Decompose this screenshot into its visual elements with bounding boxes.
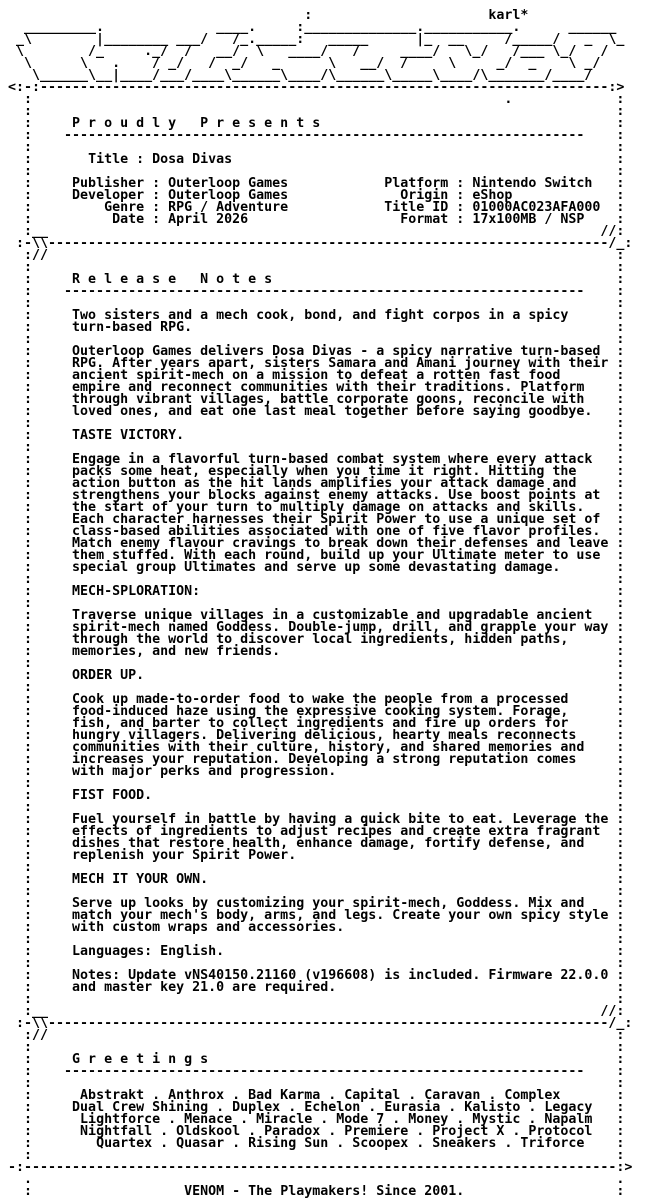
release-meta-line: Date : April 2026 Format : 17x100MB / NSP [72,212,585,227]
release-notes-line: ORDER UP. [72,668,145,683]
release-notes-line: fish, and barter to collect ingredients and fire up orders for [72,716,569,731]
release-notes-line: match your mech's body, arms, and legs. Create your own spicy style [72,908,609,923]
release-notes-line: Fuel yourself in battle by having a quick bite to eat. Leverage the [72,812,609,827]
greetings-line: Nightfall . Oldskool . Paradox . Premiere . Project X . Protocol [72,1124,593,1139]
release-notes-line: effects of ingredients to adjust recipes and create extra fragrant [72,824,601,839]
release-notes-line: TASTE VICTORY. [72,428,185,443]
release-notes-line: strengthens your blocks against enemy attacks. Use boost points at [72,488,601,503]
logo-art-line: _________. ____. :______________.___________. ______ [8,20,617,35]
logo-art-line: : karl* [8,8,529,23]
release-notes-line: packs some heat, especially when you time it right. Hitting the [72,464,577,479]
release-notes-line: empire and reconnect communities with their traditions. Platform [72,380,585,395]
release-notes-line: FIST FOOD. [72,788,153,803]
release-notes-line: and master key 21.0 are required. [72,980,337,995]
release-title: Title : Dosa Divas [88,152,233,167]
release-notes-line: dishes that restore health, enhance damage, fortify defense, and [72,836,585,851]
release-notes-line: Serve up looks by customizing your spirit-mech, Goddess. Mix and [72,896,585,911]
release-notes-line: them stuffed. With each round, build up your Ultimate meter to use [72,548,601,563]
release-meta-line: Developer : Outerloop Games Origin : eShop [72,188,513,203]
release-notes-line: RPG. After years apart, sisters Samara and Amani journey with their [72,356,609,371]
release-notes-line: with custom wraps and accessories. [72,920,345,935]
logo-art-line: \ /_ ._/ / __/ \ ____/ / ____/ \_/ /___ \_/ / [8,44,609,59]
greetings-heading: G r e e t i n g s [72,1052,209,1067]
release-notes-line: Each character harnesses their Spirit Power to use a unique set of [72,512,601,527]
logo-art-line: \______\__|____/___/____\______\____/\______\_____\____/\_______/____/ [8,68,593,83]
release-notes-line: Cook up made-to-order food to wake the people from a processed [72,692,569,707]
release-meta-line: Genre : RPG / Adventure Title ID : 01000AC023AFA000 [72,200,601,215]
release-notes-line: replenish your Spirit Power. [72,848,297,863]
release-notes-line: the start of your turn to multiply damage on attacks and skills. [72,500,585,515]
release-notes-line: MECH-SPLORATION: [72,584,201,599]
footer-signature: VENOM - The Playmakers! Since 2001. [184,1184,465,1199]
greetings-line: Lightforce . Menace . Miracle . Mode 7 . Money . Mystic . Napalm [72,1112,593,1127]
release-meta-line: Publisher : Outerloop Games Platform : Nintendo Switch [72,176,593,191]
release-notes-line: ancient spirit-mech on a mission to defeat a rotten fast food [72,368,561,383]
logo-art-line: \ \ . / _/ / _/ _ \ __/ / \ _/ _ \ _/ [8,56,601,71]
release-notes-line: class-based abilities associated with one of five flavor profiles. [72,524,601,539]
greetings-line: Dual Crew Shining . Duplex . Echelon . Eurasia . Kalisto . Legacy [72,1100,593,1115]
logo-art-line: _\ |________ ___/ /_._____: _____ |_ __ /_____/ _ \_ [8,32,625,47]
release-notes-line: turn-based RPG. [72,320,193,335]
greetings-line: Abstrakt . Anthrox . Bad Karma . Capital . Caravan . Complex [72,1088,561,1103]
greetings-line: Quartex . Quasar . Rising Sun . Scoopex . Sneakers . Triforce [72,1136,585,1151]
release-notes-line: Notes: Update vNS40150.21160 (v196608) is included. Firmware 22.0.0 [72,968,609,983]
release-notes-line: memories, and new friends. [72,644,281,659]
release-notes-line: food-induced haze using the expressive cooking system. Forage, [72,704,569,719]
release-notes-line: communities with their culture, history, and shared memories and [72,740,585,755]
release-notes-line: MECH IT YOUR OWN. [72,872,209,887]
release-notes-line: special group Ultimates and serve up some devastating damage. [72,560,561,575]
release-notes-line: Traverse unique villages in a customizable and upgradable ancient [72,608,593,623]
proudly-presents-heading: P r o u d l y P r e s e n t s [72,116,321,131]
nfo-document: : karl* _________. ____. :______________.___________. ______ _\ |________ ___/ /_._____: _____ |_ __ /_____/ _ \_ \ /_ ._/ / __/ \ ____/ / ____/ \_/ /___ \_/ / \ \ . / _/ / _/ _ \ __/ / \ _/ _ \ _/ \______\__|____/___/____\______\____/\______\_____\____/\_______/____/ <:-:-----------------------------------------------------------------------:> : . : : : : P r o u d l y P r e s e n t s : : ----------------------------------------------------------------- : : : : Title : Dosa Divas : : : : Publisher : Outerloop Games Platform : Nintendo Switch : : Developer : Outerloop Games Origin : eShop : : Genre : RPG / Adventure Title ID : 01000AC023AFA000 : : Date : April 2026 Format : 17x100MB / NSP : :__ //: :-\\----------------------------------------------------------------------/_: :// : : : : R e l e a s e N o t e s : : ----------------------------------------------------------------- : : : : Two sisters and a mech cook, bond, and fight corpos in a spicy : : turn-based RPG. : : : : Outerloop Games delivers Dosa Divas - a spicy narrative turn-based : : RPG. After years apart, sisters Samara and Amani journey with their : : ancient spirit-mech on a mission to defeat a rotten fast food : : empire and reconnect communities with their traditions. Platform : : through vibrant villages, battle corporate goons, reconcile with : : loved ones, and eat one last meal together before saying goodbye. : : : : TASTE VICTORY. : : : : Engage in a flavorful turn-based combat system where every attack : : packs some heat, especially when you time it right. Hitting the : : action button as the hit lands amplifies your attack damage and : : strengthens your blocks against enemy attacks. Use boost points at : : the start of your turn to multiply damage on attacks and skills. : : Each character harnesses their Spirit Power to use a unique set of : : class-based abilities associated with one of five flavor profiles. : : Match enemy flavour cravings to break down their defenses and leave : : them stuffed. With each round, build up your Ultimate meter to use : : special group Ultimates and serve up some devastating damage. : : : : MECH-SPLORATION: : : : : Traverse unique villages in a customizable and upgradable ancient : : spirit-mech named Goddess. Double-jump, drill, and grapple your way : : through the world to discover local ingredients, hidden paths, : : memories, and new friends. : : : : ORDER UP. : : : : Cook up made-to-order food to wake the people from a processed : : food-induced haze using the expressive cooking system. Forage, : : fish, and barter to collect ingredients and fire up orders for : : hungry villagers. Delivering delicious, hearty meals reconnects : : communities with their culture, history, and shared memories and : : increases your reputation. Developing a strong reputation comes : : with major perks and progression. : : : : FIST FOOD. : : : : Fuel yourself in battle by having a quick bite to eat. Leverage the : : effects of ingredients to adjust recipes and create extra fragrant : : dishes that restore health, enhance damage, fortify defense, and : : replenish your Spirit Power. : : : : MECH IT YOUR OWN. : : : : Serve up looks by customizing your spirit-mech, Goddess. Mix and : : match your mech's body, arms, and legs. Create your own spicy style : : with custom wraps and accessories. : : : : Languages: English. : : : : Notes: Update vNS40150.21160 (v196608) is included. Firmware 22.0.0 : : and master key 21.0 are required. : : : :__ //: :-\\----------------------------------------------------------------------/_: :// : : : : G r e e t i n g s : : ----------------------------------------------------------------- : : : : Abstrakt . Anthrox . Bad Karma . Capital . Caravan . Complex : : Dual Crew Shining . Duplex . Echelon . Eurasia . Kalisto . Legacy : : Lightforce . Menace . Miracle . Mode 7 . Money . Mystic . Napalm : : Nightfall . Oldskool . Paradox . Premiere . Project X . Protocol : : Quartex . Quasar . Rising Sun . Scoopex . Sneakers . Triforce : : : -:--------------------------------------------------------------------------:> . . : VENOM - The Playmakers! Since 2001. : [8,8,633,1199]
release-notes-line: Outerloop Games delivers Dosa Divas - a spicy narrative turn-based [72,344,601,359]
release-notes-line: Engage in a flavorful turn-based combat system where every attack [72,452,593,467]
release-notes-line: with major perks and progression. [72,764,337,779]
release-notes-line: increases your reputation. Developing a strong reputation comes [72,752,577,767]
release-notes-line: loved ones, and eat one last meal together before saying goodbye. [72,404,593,419]
release-notes-line: Languages: English. [72,944,225,959]
release-notes-line: hungry villagers. Delivering delicious, hearty meals reconnects [72,728,577,743]
release-notes-line: spirit-mech named Goddess. Double-jump, drill, and grapple your way [72,620,609,635]
release-notes-line: action button as the hit lands amplifies your attack damage and [72,476,577,491]
release-notes-line: through the world to discover local ingredients, hidden paths, [72,632,569,647]
release-notes-line: through vibrant villages, battle corporate goons, reconcile with [72,392,585,407]
release-notes-line: Two sisters and a mech cook, bond, and fight corpos in a spicy [72,308,569,323]
release-notes-line: Match enemy flavour cravings to break down their defenses and leave [72,536,609,551]
release-notes-heading: R e l e a s e N o t e s [72,272,273,287]
logo-art-line: <:-:-----------------------------------------------------------------------:> [8,80,625,95]
